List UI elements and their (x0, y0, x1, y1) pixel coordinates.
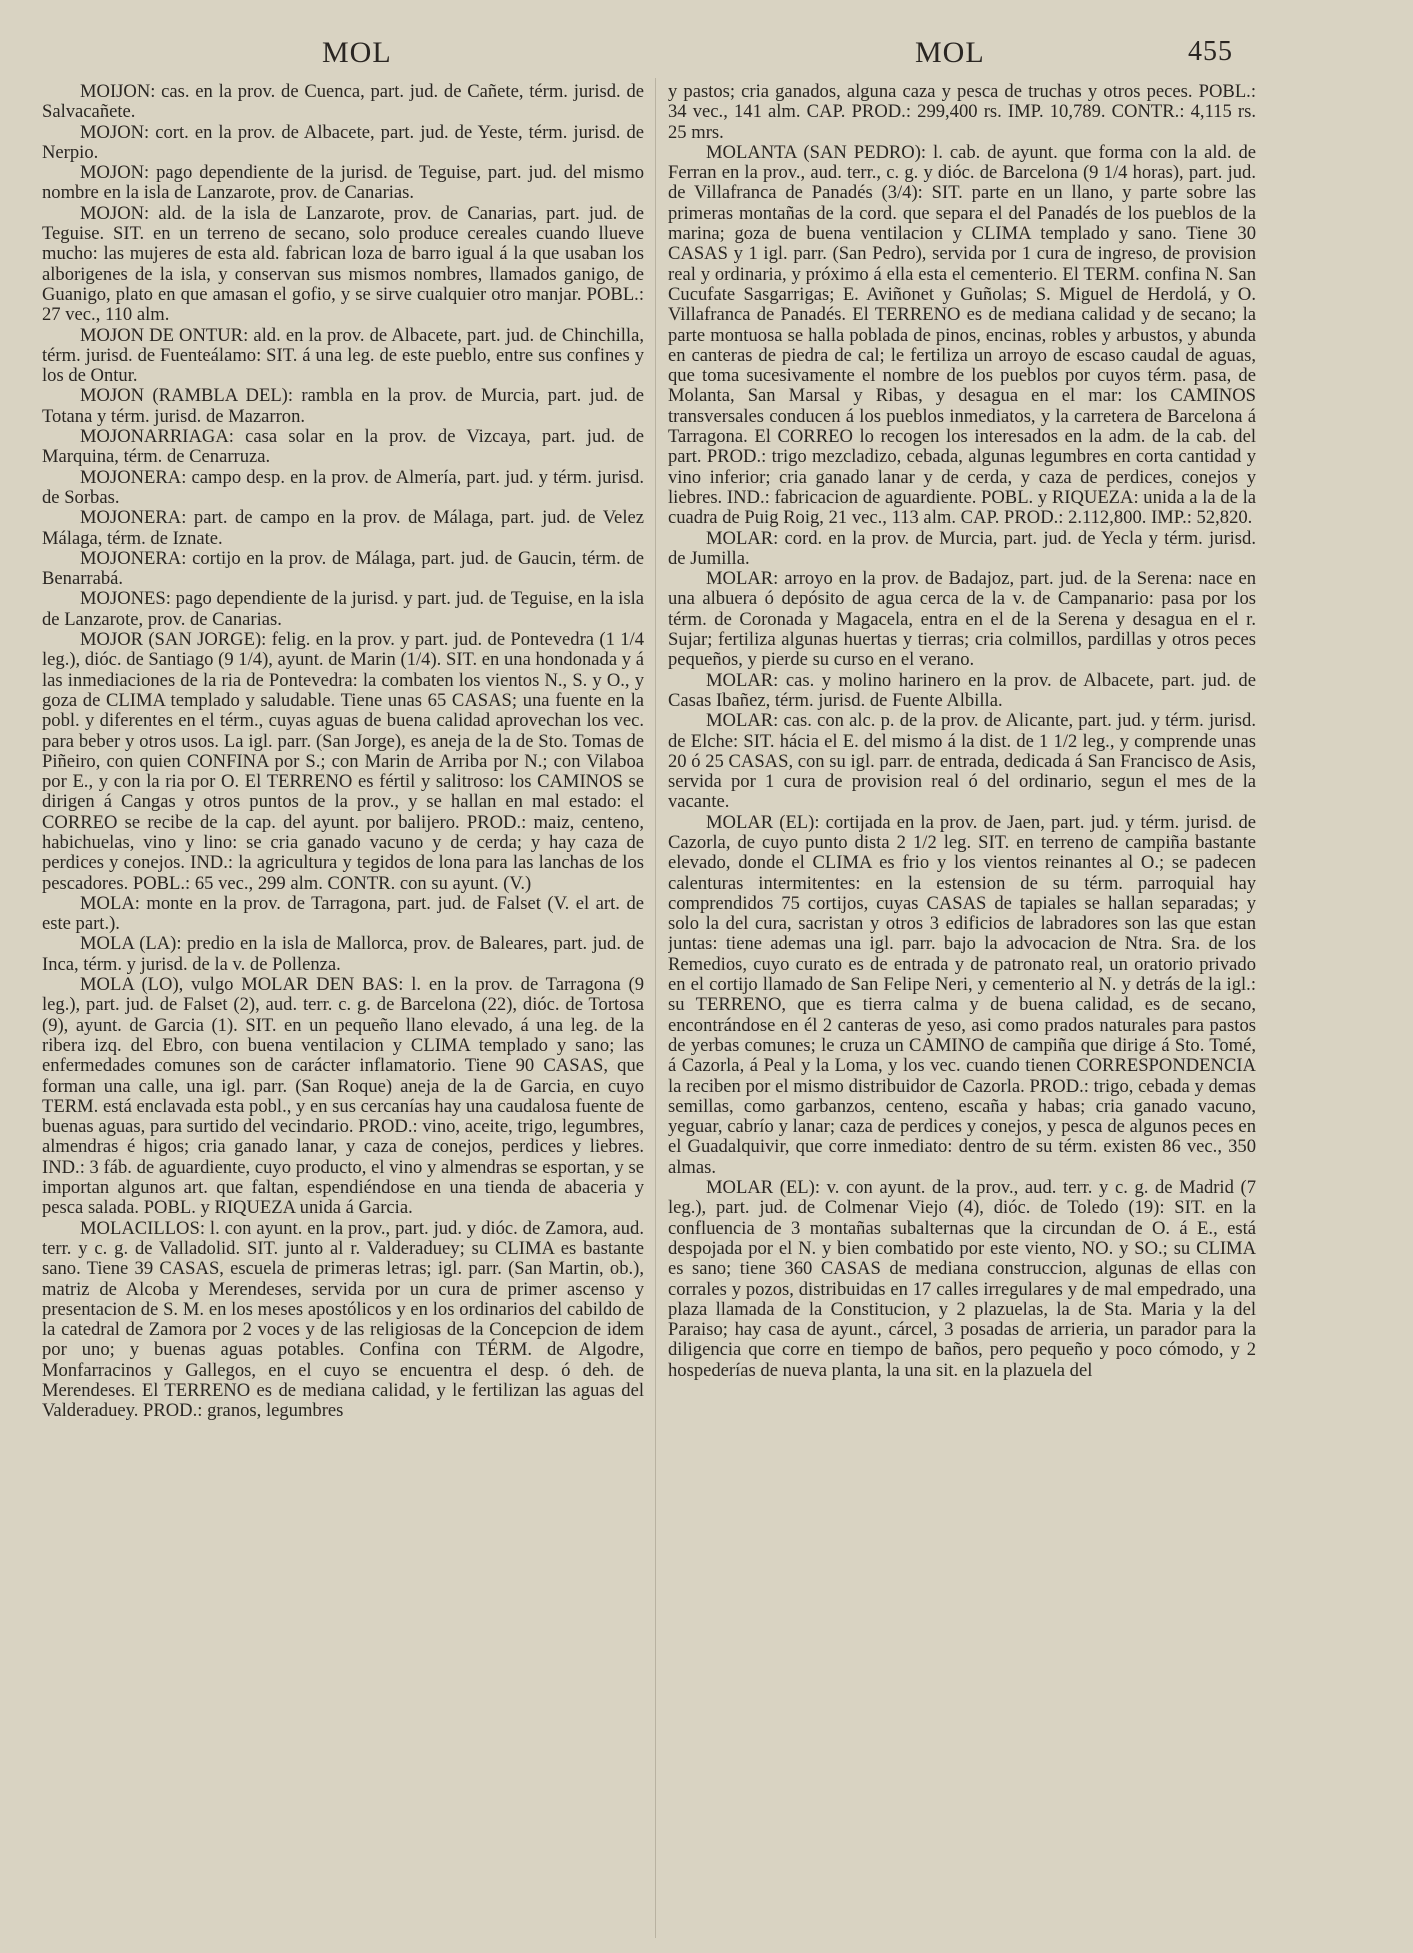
entry: MOLANTA (SAN PEDRO): l. cab. de ayunt. que forma con la ald. de Ferran en la prov., aud. terr., c. g. y dióc. de Barcelona (9 1/4 horas), part. jud. de Villafranca de Panadés (3/4): SIT. parte en un llano, y parte sobre las primeras montañas de la cord. que separa el del Panadés de los pueblos de la marina; goza de buena ventilacion y CLIMA templado y sano. Tiene 30 CASAS y 1 igl. parr. (San Pedro), servida por 1 cura de ingreso, de provision real y ordinaria, y próximo á ella esta el cementerio. El TERM. confina N. San Cucufate Sasgarrigas; E. Aviñonet y Guñolas; S. Miguel de Herdolá, y O. Villafranca de Panadés. El TERRENO es de mediana calidad y de secano; la parte montuosa se halla poblada de pinos, encinas, robles y arbustos, y abunda en canteras de piedra de cal; le fertiliza un arroyo de escaso caudal de aguas, que toma sucesivamente el nombre de los pueblos por cuyos térm. pasa, de Molanta, San Marsal y Ribas, y desagua en el mar: los CAMINOS transversales conducen á los pueblos inmediatos, y la carretera de Barcelona á Tarragona. El CORREO lo recogen los interesados en la adm. de la cab. del part. PROD.: trigo mezcladizo, cebada, algunas legumbres en corta cantidad y vino inferior; cria ganado lanar y de cerda, y caza de perdices, conejos y liebres. IND.: fabricacion de aguardiente. POBL. y RIQUEZA: unida a la de la cuadra de Puig Roig, 21 vec., 113 alm. CAP. PROD.: 2.112,800. IMP.: 52,820. (668, 141, 1256, 529)
entry: MOJON: cort. en la prov. de Albacete, part. jud. de Yeste, térm. jurisd. de Nerpio. (42, 121, 644, 163)
text-columns (42, 82, 1256, 1937)
entry-continuation: y pastos; cria ganados, alguna caza y pesca de truchas y otros peces. POBL.: 34 vec., 141 alm. CAP. PROD.: 299,400 rs. IMP. 10,789. CONTR.: 4,115 rs. 25 mrs. (668, 82, 1256, 143)
entry: MOLAR: cas. y molino harinero en la prov. de Albacete, part. jud. de Casas Ibañez, térm. jurisd. de Fuente Albilla. (668, 669, 1256, 711)
entry: MOLAR: arroyo en la prov. de Badajoz, part. jud. de la Serena: nace en una albuera ó depósito de agua cerca de la v. de Campanario: pasa por los térm. de Coronada y Magacela, entra en el de la Serena y desagua en el r. Sujar; fertiliza algunas huertas y tierras; cria colmillos, pardillas y otros peces pequeños, y pierde su curso en el verano. (668, 568, 1256, 671)
entry: MOJONERA: part. de campo en la prov. de Málaga, part. jud. de Velez Málaga, térm. de Iznate. (42, 507, 644, 549)
entry: MOLAR: cas. con alc. p. de la prov. de Alicante, part. jud. y térm. jurisd. de Elche: SIT. hácia el E. del mismo á la dist. de 1 1/2 leg., y comprende unas 20 ó 25 CASAS, con su igl. parr. de entrada, dedicada á San Francisco de Asis, servida por 1 cura de provision real ó del ordinario, segun el mes de la vacante. (668, 710, 1256, 813)
entry: MOLA (LO), vulgo MOLAR DEN BAS: l. en la prov. de Tarragona (9 leg.), part. jud. de Falset (2), aud. terr. c. g. de Barcelona (22), dióc. de Tortosa (9), ayunt. de Garcia (1). SIT. en un pequeño llano elevado, á una leg. de la ribera izq. del Ebro, con buena ventilacion y CLIMA templado y sano; las enfermedades comunes son de carácter inflamatorio. Tiene 90 CASAS, que forman una calle, una igl. parr. (San Roque) aneja de la de Garcia, en cuyo TERM. está enclavada esta pobl., y en sus cercanías hay una caudalosa fuente de buenas aguas, para surtido del vecindario. PROD.: vino, aceite, trigo, legumbres, almendras é higos; cria ganado lanar, y caza de conejos, perdices y liebres. IND.: 3 fáb. de aguardiente, cuyo producto, el vino y almendras se esportan, y se importan algunos art. que faltan, espendiéndose en una tienda de abaceria y pesca salada. POBL. y RIQUEZA unida á Garcia. (42, 974, 644, 1219)
running-head-right: MOL (915, 36, 985, 69)
page-number: 455 (1188, 36, 1233, 67)
entry: MOIJON: cas. en la prov. de Cuenca, part. jud. de Cañete, térm. jurisd. de Salvacañete. (42, 82, 644, 123)
entry: MOJON DE ONTUR: ald. en la prov. de Albacete, part. jud. de Chinchilla, térm. jurisd. de Fuenteálamo: SIT. á una leg. de este pueblo, entre sus confines y los de Ontur. (42, 324, 644, 387)
entry: MOJONERA: campo desp. en la prov. de Almería, part. jud. y térm. jurisd. de Sorbas. (42, 466, 644, 508)
entry: MOJON: ald. de la isla de Lanzarote, prov. de Canarias, part. jud. de Teguise. SIT. en un terreno de secano, solo produce cereales cuando llueve mucho: las mujeres de esta ald. fabrican loza de barro igual á la que usaban los alborigenes de la isla, y conservan sus mismos nombres, llamados ganigo, de Guanigo, plato en que amasan el gofio, y se sirve cualquier otro manjar. POBL.: 27 vec., 110 alm. (42, 202, 644, 326)
entry: MOLACILLOS: l. con ayunt. en la prov., part. jud. y dióc. de Zamora, aud. terr. y c. g. de Valladolid. SIT. junto al r. Valderaduey; su CLIMA es bastante sano. Tiene 39 CASAS, escuela de primeras letras; igl. parr. (San Martin, ob.), matriz de Alcoba y Merendeses, servida por un cura de primer ascenso y presentacion de S. M. en los meses apostólicos y en los ordinarios del cabildo de la catedral de Zamora por 2 voces y de las religiosas de la Concepcion de idem por uno; y buenas aguas potables. Confina con TÉRM. de Algodre, Monfarracinos y Gallegos, en el cuyo se encuentra el desp. ó deh. de Merendeses. El TERRENO es de mediana calidad, y le fertilizan las aguas del Valderaduey. PROD.: granos, legumbres (42, 1217, 644, 1422)
entry: MOLA (LA): predio en la isla de Mallorca, prov. de Baleares, part. jud. de Inca, térm. y jurisd. de la v. de Pollenza. (42, 933, 644, 975)
running-head-left: MOL (322, 36, 392, 69)
entry: MOJONARRIAGA: casa solar en la prov. de Vizcaya, part. jud. de Marquina, térm. de Cenarruza. (42, 426, 644, 468)
right-column (668, 82, 1256, 1937)
entry: MOJONERA: cortijo en la prov. de Málaga, part. jud. de Gaucin, térm. de Benarrabá. (42, 547, 644, 590)
entry: MOLAR (EL): cortijada en la prov. de Jaen, part. jud. y térm. jurisd. de Cazorla, de cuyo punto dista 2 1/2 leg. SIT. en terreno de campiña bastante elevado, donde el CLIMA es frio y los vientos reinantes al O.; se padecen calenturas intermitentes: en la estension de su térm. parroquial hay comprendidos 75 cortijos, cuyas CASAS de tapiales se hallan separadas; y solo la del cura, sacristan y otros 3 edificios de labradores son las que estan juntas: tiene ademas una igl. parr. bajo la advocacion de Ntra. Sra. de los Remedios, cuyo curato es de entrada y de patronato real, un oratorio privado en el cortijo llamado de San Felipe Neri, y cementerio al N. y detrás de la igl.: su TERRENO, que es tierra calma y de buena calidad, es de secano, encontrándose en él 2 canteras de yeso, asi como prados naturales para pastos de yerbas comunes; le cruza un CAMINO de campiña que dirige á Sto. Tomé, á Cazorla, á Peal y la Loma, y los vec. cuando tienen CORRESPONDENCIA la reciben por el mismo distribuidor de Cazorla. PROD.: trigo, cebada y demas semillas, como garbanzos, centeno, escaña y habas; cria ganado vacuno, yeguar, cabrío y lanar; caza de perdices y conejos, y pesca de algunos peces en el Guadalquivir, que corre inmediato: dentro de su térm. existen 86 vec., 350 almas. (668, 811, 1256, 1178)
entry: MOLAR (EL): v. con ayunt. de la prov., aud. terr. y c. g. de Madrid (7 leg.), part. jud. de Colmenar Viejo (4), dióc. de Toledo (19): SIT. en la confluencia de 3 montañas subalternas que la circundan de O. á E., está despojada por el N. y bien combatido por este viento, NO. y SO.; su CLIMA es sano; tiene 360 CASAS de mediana construccion, algunas de ellas con corrales y pozos, distribuidas en 17 calles irregulares y de mal empedrado, una plaza llamada de la Constitucion, y 2 plazuelas, la de Sta. Maria y la del Paraiso; hay casa de ayunt., cárcel, 3 posadas de arrieria, un parador para la diligencia que corre en tiempo de baños, pero pequeño y poco cómodo, y 2 hospederías de nueva planta, la una sit. en la plazuela del (668, 1177, 1256, 1381)
entry: MOLAR: cord. en la prov. de Murcia, part. jud. de Yecla y térm. jurisd. de Jumilla. (668, 527, 1256, 569)
page-header (0, 36, 1413, 80)
entry: MOLA: monte en la prov. de Tarragona, part. jud. de Falset (V. el art. de este part.). (42, 892, 644, 935)
entry: MOJOR (SAN JORGE): felig. en la prov. y part. jud. de Pontevedra (1 1/4 leg.), dióc. de Santiago (9 1/4), ayunt. de Marin (1/4). SIT. en una hondonada y á las inmediaciones de la ria de Pontevedra: la combaten los vientos N., S. y O., y goza de CLIMA templado y saludable. Tiene unas 65 CASAS; una fuente en la pobl. y diferentes en el térm., cuyas aguas de buena calidad aprovechan los vec. para beber y otros usos. La igl. parr. (San Jorge), es aneja de la de Sto. Tomas de Piñeiro, con quien CONFINA por S.; con Marin de Arriba por N.; con Vilaboa por E., y con la ria por O. El TERRENO es fértil y salitroso: los CAMINOS se dirigen á Cangas y otros puntos de la prov., y se hallan en mal estado: el CORREO se recibe de la cap. del ayunt. por balijero. PROD.: maiz, centeno, habichuelas, vino y lino: se cria ganado vacuno y de cerda; y hay caza de perdices y conejos. IND.: la agricultura y tegidos de lona para las lanchas de los pescadores. POBL.: 65 vec., 299 alm. CONTR. con su ayunt. (V.) (42, 629, 644, 894)
entry: MOJONES: pago dependiente de la jurisd. y part. jud. de Teguise, en la isla de Lanzarote, prov. de Canarias. (42, 588, 644, 630)
left-column (42, 82, 644, 1937)
entry: MOJON: pago dependiente de la jurisd. de Teguise, part. jud. del mismo nombre en la isla de Lanzarote, prov. de Canarias. (42, 162, 644, 204)
entry: MOJON (RAMBLA DEL): rambla en la prov. de Murcia, part. jud. de Totana y térm. jurisd. de Mazarron. (42, 385, 644, 427)
